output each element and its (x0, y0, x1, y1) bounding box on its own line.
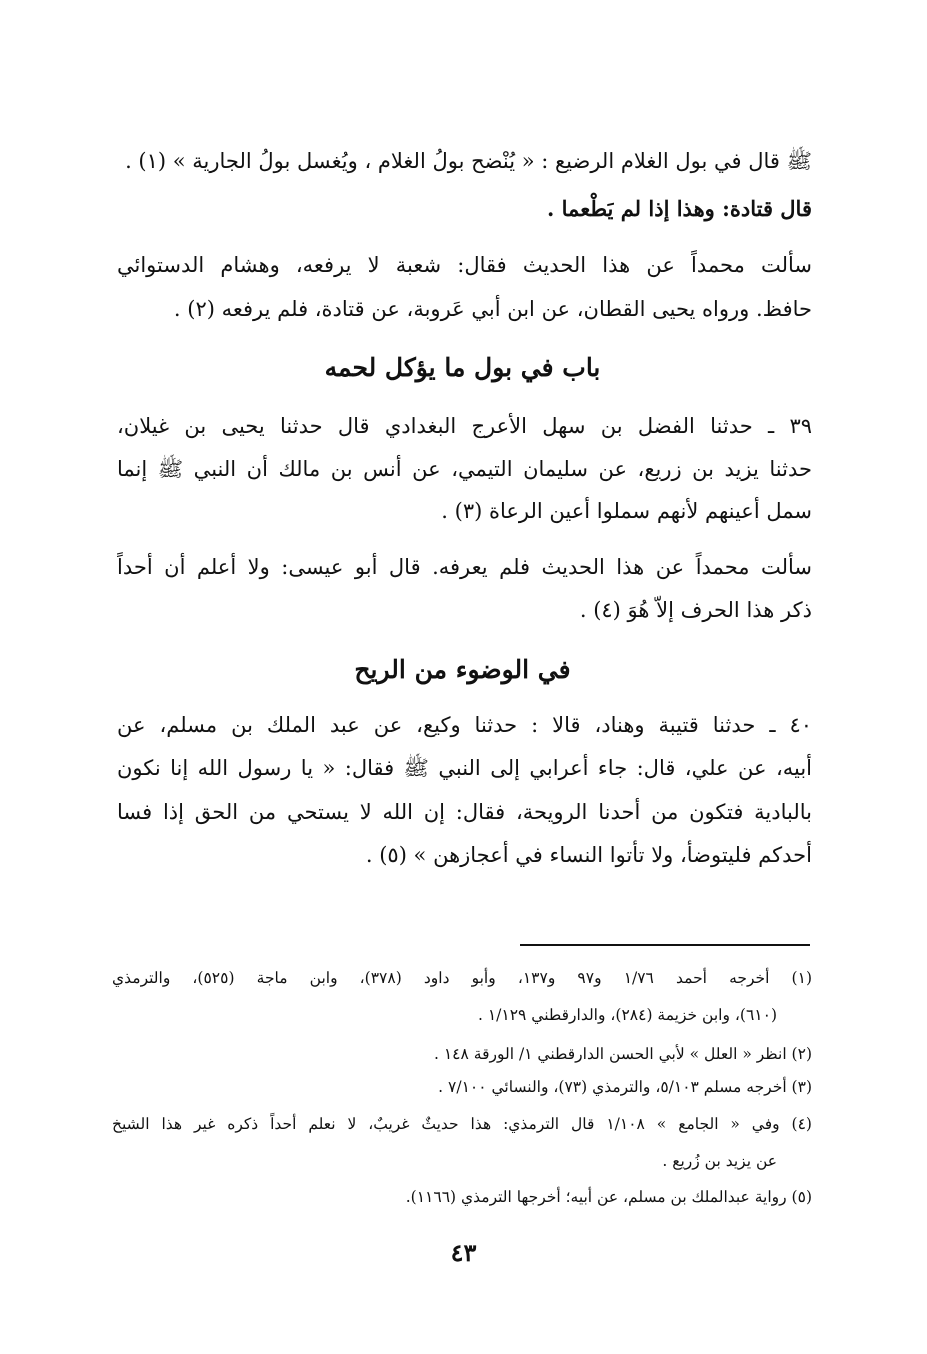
body-line: سألت محمداً عن هذا الحديث فلم يعرفه. قال أبو عيسى: ولا أعلم أن أحداً (117, 555, 812, 579)
body-line: ذكر هذا الحرف إلاّ هُوَ (٤) . (579, 598, 812, 622)
footnote-line: عن يزيد بن زُريع . (662, 1152, 777, 1170)
body-line: ٤٠ ـ حدثنا قتيبة وهناد، قالا : حدثنا وكيع، عن عبد الملك بن مسلم، عن (117, 713, 812, 737)
footnote-line: (٦١٠)، وابن خزيمة (٢٨٤)، والدارقطني ١/١٢٩ . (477, 1006, 777, 1024)
body-line: سألت محمداً عن هذا الحديث فقال: شعبة لا يرفعه، وهشام الدستوائي (117, 253, 812, 277)
body-line: أحدكم فليتوضأ، ولا تأتوا النساء في أعجازهن » (٥) . (365, 843, 812, 867)
page-number: ٤٣ (450, 1238, 477, 1267)
body-line: ﷺ قال في بول الغلام الرضيع : « يُنْضح بولُ الغلام ، ويُغسل بولُ الجارية » (١) . (125, 149, 812, 173)
body-line: حافظ. ورواه يحيى القطان، عن ابن أبي عَروبة، عن قتادة، فلم يرفعه (٢) . (173, 297, 812, 321)
body-line: ٣٩ ـ حدثنا الفضل بن سهل الأعرج البغدادي قال حدثنا يحيى بن غيلان، (117, 414, 812, 438)
footnote-line: (١) أخرجه أحمد ١/٧٦ و٩٧ و١٣٧، وأبو داود (٣٧٨)، وابن ماجة (٥٢٥)، والترمذي (112, 969, 812, 987)
footnote-line: (٤) وفي « الجامع » ١/١٠٨ قال الترمذي: هذا حديثٌ غريبٌ، لا نعلم أحداً ذكره غير هذا الشيخ (112, 1115, 812, 1133)
section-heading: باب في بول ما يؤكل لحمه (324, 353, 601, 382)
section-heading: في الوضوء من الريح (354, 655, 571, 684)
body-line: قال قتادة: وهذا إذا لم يَطْعما . (547, 196, 812, 221)
body-line: حدثنا يزيد بن زريع، عن سليمان التيمي، عن أنس بن مالك أن النبي ﷺ إنما (117, 457, 812, 481)
footnote-line: (٥) رواية عبدالملك بن مسلم، عن أبيه؛ أخرجها الترمذي (١١٦٦). (405, 1188, 812, 1206)
body-line: أبيه، عن علي، قال: جاء أعرابي إلى النبي ﷺ فقال: « يا رسول الله إنا نكون (117, 756, 812, 780)
footnote-divider (520, 944, 810, 946)
body-line: سمل أعينهم لأنهم سملوا أعين الرعاة (٣) . (441, 499, 812, 523)
footnote-line: (٣) أخرجه مسلم ٥/١٠٣، والترمذي (٧٣)، والنسائي ٧/١٠٠ . (438, 1078, 812, 1096)
body-line: بالبادية فتكون من أحدنا الرويحة، فقال: إن الله لا يستحي من الحق إذا فسا (117, 800, 812, 824)
footnote-line: (٢) انظر « العلل » لأبي الحسن الدارقطني ١/ الورقة ١٤٨ . (434, 1045, 812, 1063)
